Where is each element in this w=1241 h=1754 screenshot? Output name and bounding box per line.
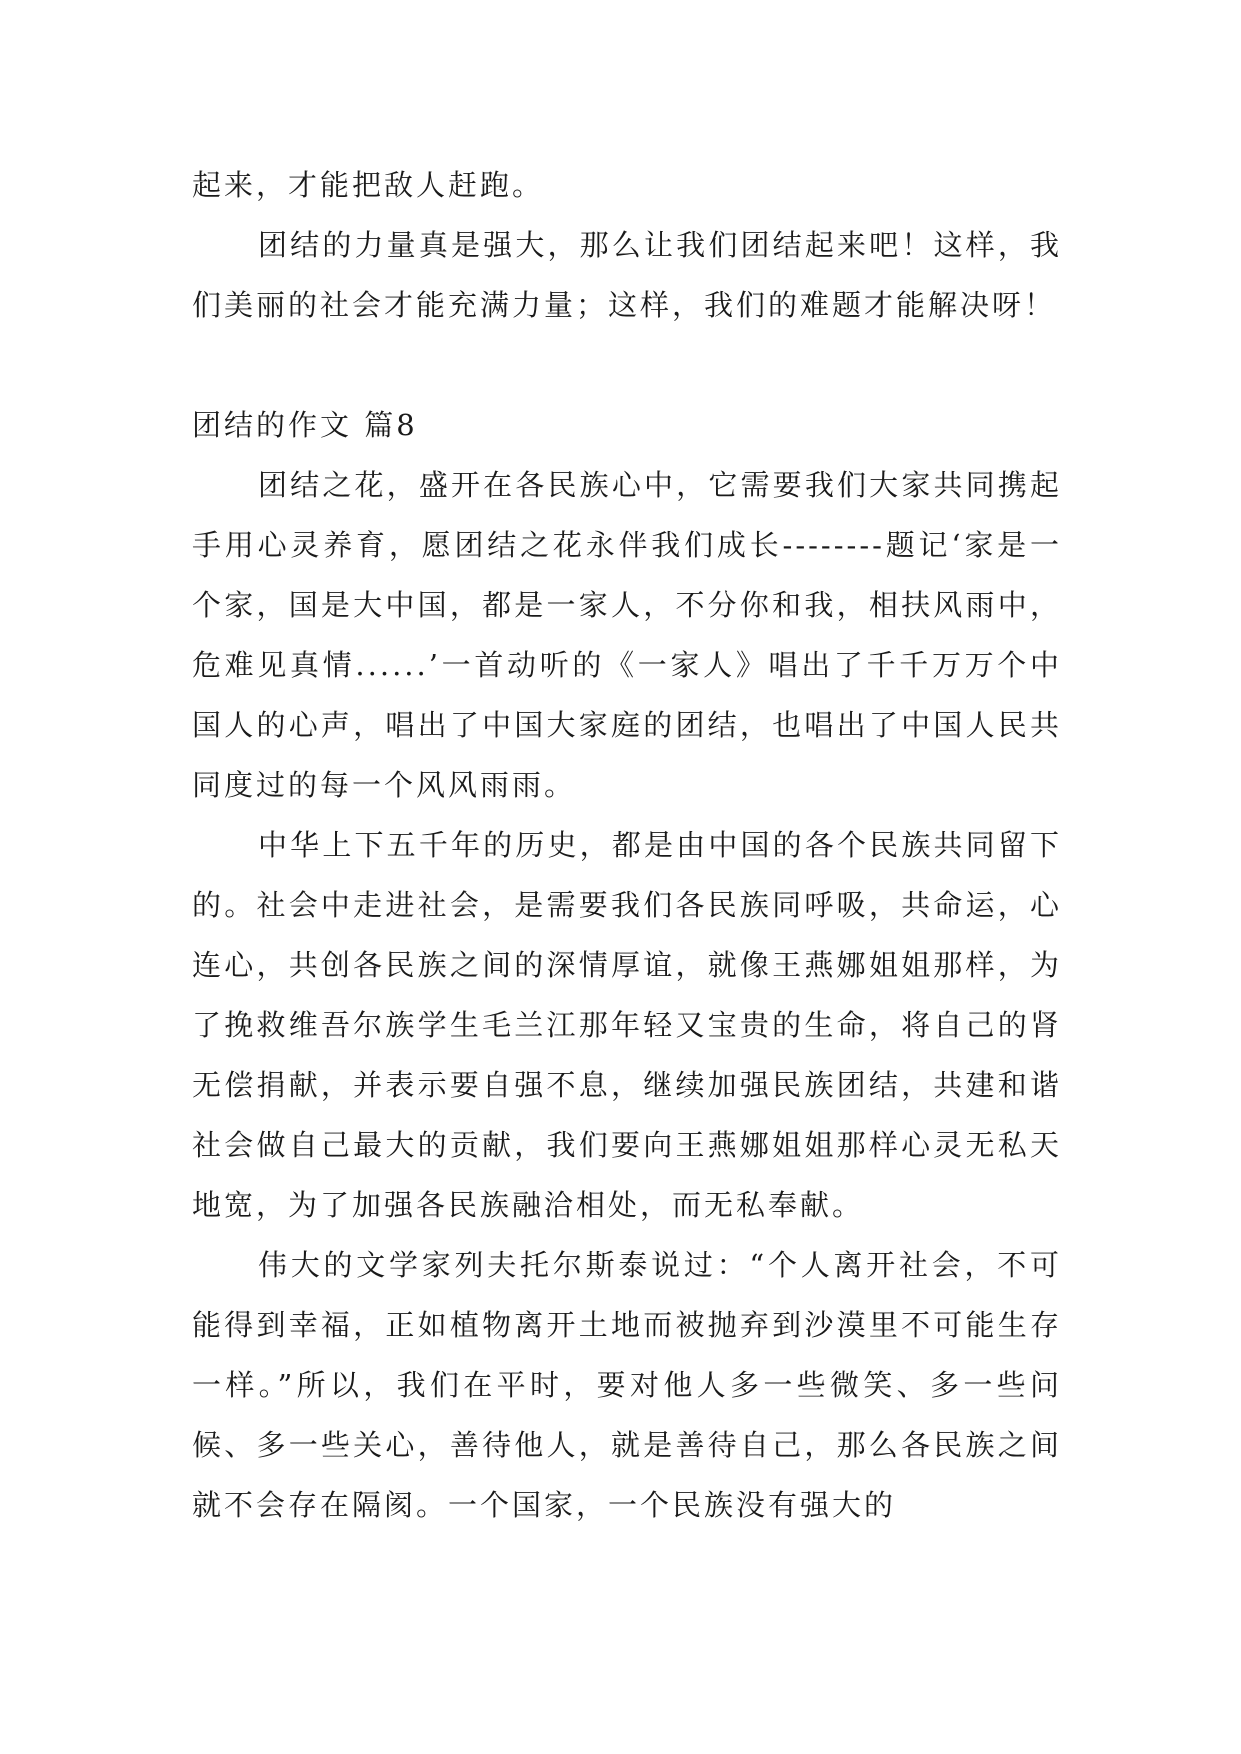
paragraph-tolstoy-quote: 伟大的文学家列夫托尔斯泰说过：“个人离开社会，不可能得到幸福，正如植物离开土地而被抛弃到沙漠里不可能生存一样。”所以，我们在平时，要对他人多一些微笑、多一些问候、多一些关心，善待他人，就是善待自己，那么各民族之间就不会存在隔阂。一个国家，一个民族没有强大的 xyxy=(192,1248,1062,1522)
paragraph-continued: 起来，才能把敌人赶跑。 xyxy=(192,168,545,202)
paragraph-chinese-history: 中华上下五千年的历史，都是由中国的各个民族共同留下的。社会中走进社会，是需要我们各民族同呼吸，共命运，心连心，共创各民族之间的深情厚谊，就像王燕娜姐姐那样，为了挽救维吾尔族学生毛兰江那年轻又宝贵的生命，将自己的肾无偿捐献，并表示要自强不息，继续加强民族团结，共建和谐社会做自己最大的贡献，我们要向王燕娜姐姐那样心灵无私天地宽，为了加强各民族融洽相处，而无私奉献。 xyxy=(192,828,1062,1222)
paragraph-unity-flower: 团结之花，盛开在各民族心中，它需要我们大家共同携起手用心灵养育，愿团结之花永伴我们成长--------题记‘家是一个家，国是大中国，都是一家人，不分你和我，相扶风雨中，危难见真情......’一首动听的《一家人》唱出了千千万万个中国人的心声，唱出了中国大家庭的团结，也唱出了中国人民共同度过的每一个风风雨雨。 xyxy=(192,468,1062,802)
document-body xyxy=(192,155,1062,1535)
section-heading: 团结的作文 篇8 xyxy=(192,408,418,442)
paragraph-unity-conclusion: 团结的力量真是强大，那么让我们团结起来吧！这样，我们美丽的社会才能充满力量；这样，我们的难题才能解决呀！ xyxy=(192,228,1062,322)
